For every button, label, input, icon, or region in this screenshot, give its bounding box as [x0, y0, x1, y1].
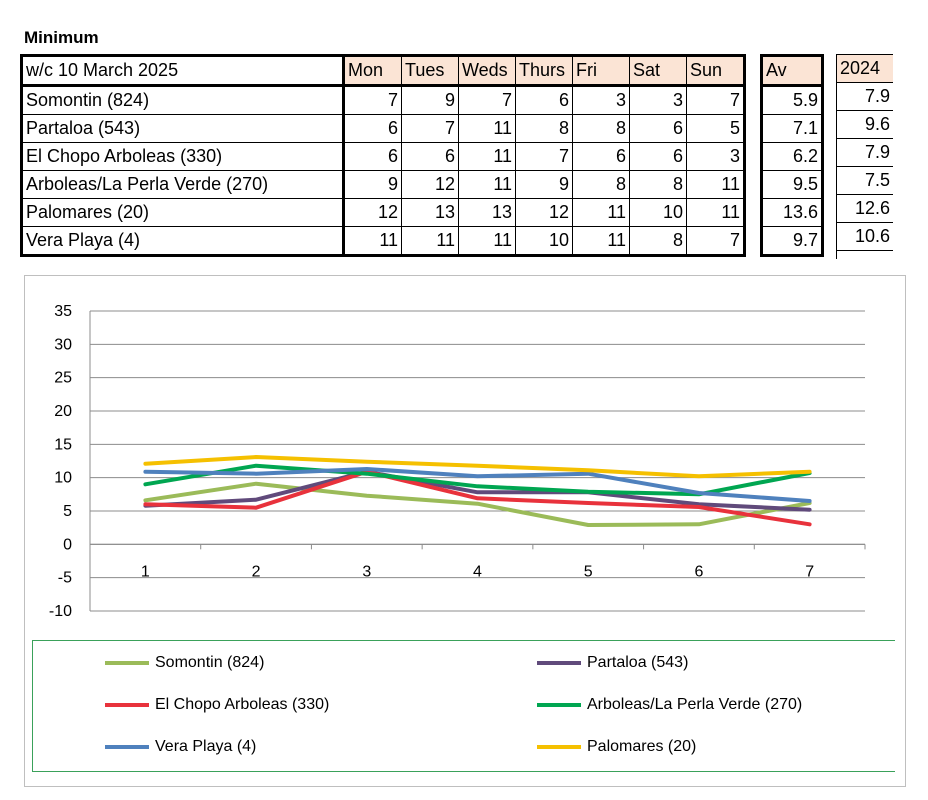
table-cell: 11: [344, 227, 402, 256]
series-line: [145, 472, 809, 525]
day-header: Thurs: [516, 56, 573, 86]
legend-swatch: [105, 661, 149, 665]
day-header: Weds: [459, 56, 516, 86]
y-tick-label: 15: [54, 436, 72, 454]
table-cell: 6: [630, 115, 687, 143]
table-cell: 7: [687, 227, 745, 256]
table-cell: 7: [687, 86, 745, 115]
x-tick-label: 2: [251, 563, 261, 581]
table-cell: 3: [687, 143, 745, 171]
station-name: Palomares (20): [22, 199, 344, 227]
legend-swatch: [105, 745, 149, 749]
table-cell: 9: [516, 171, 573, 199]
table-cell: 7: [459, 86, 516, 115]
table-cell: 13: [402, 199, 459, 227]
x-tick-label: 5: [583, 563, 593, 581]
previous-year-cell: 12.6: [837, 195, 894, 223]
legend-item: [537, 737, 696, 757]
table-cell: 11: [459, 143, 516, 171]
table-cell: 3: [630, 86, 687, 115]
station-name: Somontin (824): [22, 86, 344, 115]
legend-label: El Chopo Arboleas (330): [155, 696, 330, 713]
table-cell: 7: [516, 143, 573, 171]
table-cell: 9: [344, 171, 402, 199]
table-cell: 8: [630, 171, 687, 199]
table-cell: 10: [516, 227, 573, 256]
average-cell: 6.2: [762, 143, 823, 171]
station-name: El Chopo Arboleas (330): [22, 143, 344, 171]
x-tick-label: 1: [140, 563, 150, 581]
legend-swatch: [105, 703, 149, 707]
table-cell: 6: [344, 143, 402, 171]
legend-label: Palomares (20): [587, 738, 697, 755]
legend-label: Arboleas/La Perla Verde (270): [587, 696, 803, 713]
table-cell: 6: [573, 143, 630, 171]
previous-year-cell: 7.9: [837, 139, 894, 167]
previous-year-cell: 7.9: [837, 83, 894, 111]
table-cell: 11: [459, 227, 516, 256]
previous-year-cell: 9.6: [837, 111, 894, 139]
table-cell: 12: [402, 171, 459, 199]
average-cell: 9.5: [762, 171, 823, 199]
day-header: Sun: [687, 56, 745, 86]
table-cell: 10: [630, 199, 687, 227]
table-cell: 12: [516, 199, 573, 227]
chart-legend: [32, 640, 895, 772]
legend-swatch: [537, 661, 581, 665]
table-cell: 11: [573, 199, 630, 227]
average-cell: 13.6: [762, 199, 823, 227]
table-cell: 8: [516, 115, 573, 143]
y-tick-label: 30: [54, 336, 72, 354]
x-tick-label: 7: [805, 563, 815, 581]
table-cell: 7: [402, 115, 459, 143]
average-header: Av: [762, 56, 823, 86]
y-tick-label: 35: [54, 303, 72, 320]
section-heading: Minimum: [24, 28, 99, 47]
station-name: Arboleas/La Perla Verde (270): [22, 171, 344, 199]
y-tick-label: 0: [63, 536, 72, 554]
table-cell: 11: [459, 171, 516, 199]
legend-item: [537, 695, 802, 715]
day-header: Tues: [402, 56, 459, 86]
station-name: Vera Playa (4): [22, 227, 344, 256]
table-cell: 6: [516, 86, 573, 115]
average-cell: 5.9: [762, 86, 823, 115]
previous-year-cell: 7.5: [837, 167, 894, 195]
legend-swatch: [537, 703, 581, 707]
y-tick-label: 10: [54, 469, 72, 487]
legend-swatch: [537, 745, 581, 749]
table-cell: 13: [459, 199, 516, 227]
table-cell: 11: [459, 115, 516, 143]
legend-item: [105, 695, 329, 715]
day-header: Sat: [630, 56, 687, 86]
table-cell: 6: [344, 115, 402, 143]
average-cell: 9.7: [762, 227, 823, 256]
table-cell: 6: [630, 143, 687, 171]
y-tick-label: 25: [54, 369, 72, 387]
y-tick-label: -5: [57, 569, 72, 587]
table-cell: 11: [402, 227, 459, 256]
day-header: Fri: [573, 56, 630, 86]
legend-item: [537, 653, 688, 673]
legend-item: [105, 653, 264, 673]
table-cell: 8: [630, 227, 687, 256]
y-tick-label: 20: [54, 403, 72, 420]
day-header: Mon: [344, 56, 402, 86]
table-cell: 11: [687, 199, 745, 227]
station-name: Partaloa (543): [22, 115, 344, 143]
table-cell: 6: [402, 143, 459, 171]
table-cell: 8: [573, 171, 630, 199]
table-cell: 9: [402, 86, 459, 115]
legend-label: Vera Playa (4): [155, 738, 257, 755]
series-line: [145, 466, 809, 495]
table-cell: 11: [687, 171, 745, 199]
legend-label: Somontin (824): [155, 654, 265, 671]
table-cell: 11: [573, 227, 630, 256]
legend-label: Partaloa (543): [587, 654, 689, 671]
legend-item: [105, 737, 256, 757]
y-tick-label: -10: [48, 603, 72, 620]
week-label: w/c 10 March 2025: [22, 56, 344, 86]
table-cell: 7: [344, 86, 402, 115]
table-cell: 3: [573, 86, 630, 115]
table-cell: 5: [687, 115, 745, 143]
x-tick-label: 6: [694, 563, 704, 581]
table-cell: 12: [344, 199, 402, 227]
table-cell: 8: [573, 115, 630, 143]
x-tick-label: 3: [362, 563, 372, 581]
previous-year-cell: 10.6: [837, 223, 894, 251]
year-header: 2024: [837, 55, 894, 83]
average-cell: 7.1: [762, 115, 823, 143]
y-tick-label: 5: [63, 503, 72, 520]
x-tick-label: 4: [473, 563, 482, 581]
